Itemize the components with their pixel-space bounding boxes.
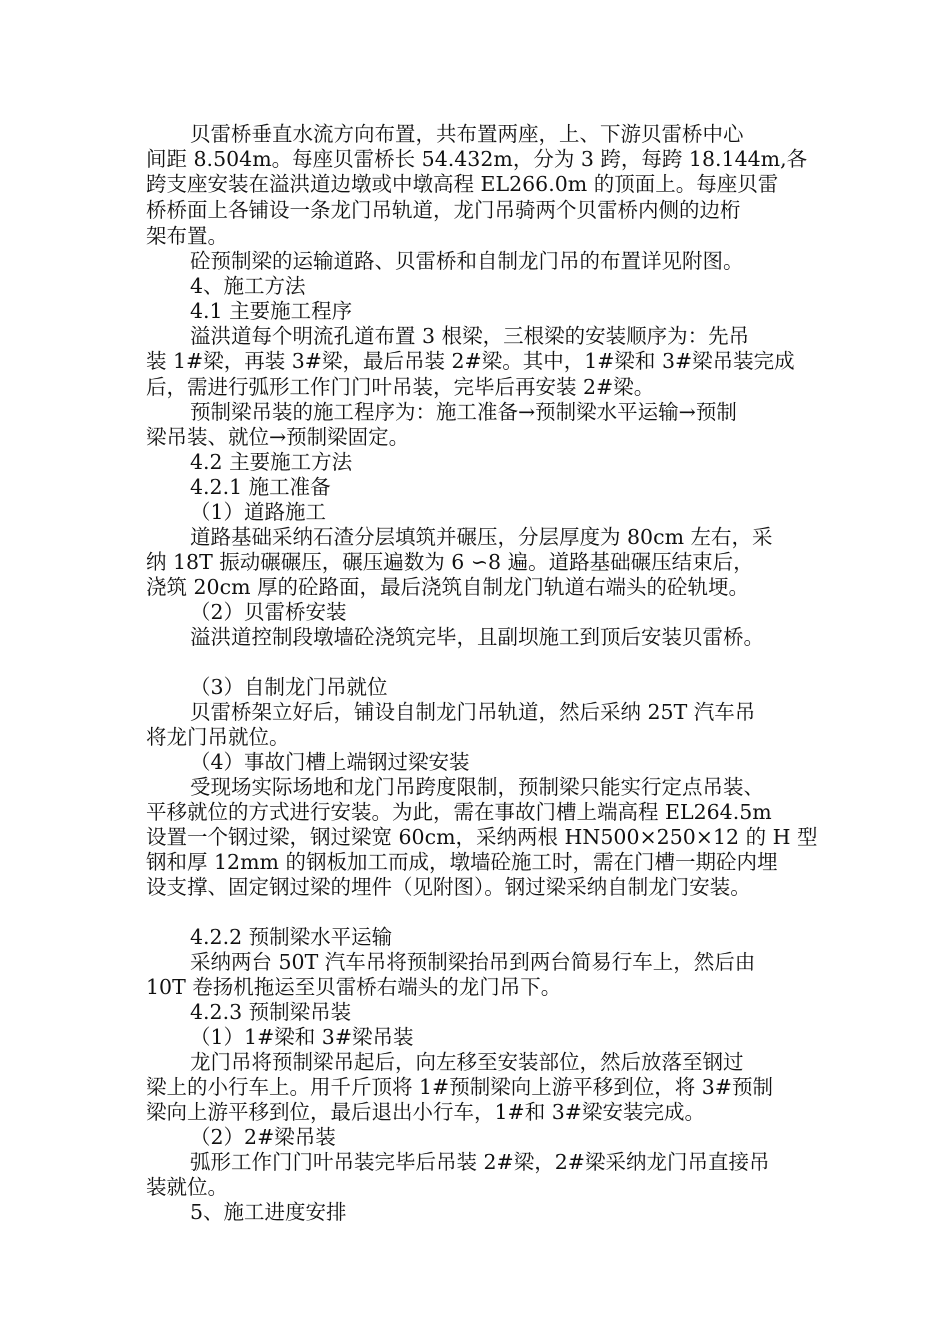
subsection-heading: （3）自制龙门吊就位 [190,675,388,699]
text-line: 浇筑 20cm 厚的砼路面，最后浇筑自制龙门轨道右端头的砼轨埂。 [146,575,750,599]
text-line: 溢洪道控制段墩墙砼浇筑完毕，且副坝施工到顶后安装贝雷桥。 [190,625,764,649]
subsection-heading: （1）道路施工 [190,500,327,524]
text-line: 采纳两台 50T 汽车吊将预制梁抬吊到两台简易行车上，然后由 [190,950,756,974]
text-line: 溢洪道每个明流孔道布置 3 根梁，三根梁的安装顺序为：先吊 [190,324,750,348]
text-line: 架布置。 [146,224,228,248]
section-heading: 5、施工进度安排 [190,1200,347,1224]
text-line: 桥桥面上各铺设一条龙门吊轨道，龙门吊骑两个贝雷桥内侧的边桁 [146,198,741,222]
text-line: 受现场实际场地和龙门吊跨度限制，预制梁只能实行定点吊装、 [190,775,764,799]
section-heading: 4.2.3 预制梁吊装 [190,1000,352,1024]
text-line: 跨支座安装在溢洪道边墩或中墩高程 EL266.0m 的顶面上。每座贝雷 [146,172,779,196]
text-line: 弧形工作门门叶吊装完毕后吊装 2#梁，2#梁采纳龙门吊直接吊 [190,1150,770,1174]
text-line: 后，需进行弧形工作门门叶吊装，完毕后再安装 2#梁。 [146,375,655,399]
subsection-heading: （4）事故门槽上端钢过梁安装 [190,750,470,774]
text-line: 贝雷桥垂直水流方向布置，共布置两座，上、下游贝雷桥中心 [190,122,744,146]
section-heading: 4.2 主要施工方法 [190,450,353,474]
section-heading: 4、施工方法 [190,274,306,298]
text-line: 贝雷桥架立好后，铺设自制龙门吊轨道，然后采纳 25T 汽车吊 [190,700,756,724]
text-line: 梁向上游平移到位，最后退出小行车，1#和 3#梁安装完成。 [146,1100,705,1124]
text-line: 纳 18T 振动碾碾压，碾压遍数为 6 ∽8 遍。道路基础碾压结束后， [146,550,754,574]
text-line: 梁吊装、就位→预制梁固定。 [146,425,410,449]
text-line: 道路基础采纳石渣分层填筑并碾压，分层厚度为 80cm 左右，采 [190,525,773,549]
text-line: 砼预制梁的运输道路、贝雷桥和自制龙门吊的布置详见附图。 [190,249,744,273]
text-line: 装 1#梁，再装 3#梁，最后吊装 2#梁。其中，1#梁和 3#梁吊装完成 [146,349,795,373]
text-line: 10T 卷扬机拖运至贝雷桥右端头的龙门吊下。 [146,975,562,999]
text-line: 设置一个钢过梁，钢过梁宽 60cm，采纳两根 HN500×250×12 的 H 型 [146,825,818,849]
subsection-heading: （2）2#梁吊装 [190,1125,336,1149]
text-line: 将龙门吊就位。 [146,725,290,749]
section-heading: 4.2.2 预制梁水平运输 [190,925,393,949]
text-line: 预制梁吊装的施工程序为：施工准备→预制梁水平运输→预制 [190,400,737,424]
text-line: 设支撑、固定钢过梁的埋件（见附图）。钢过梁采纳自制龙门安装。 [146,875,751,899]
text-line: 钢和厚 12mm 的钢板加工而成，墩墙砼施工时，需在门槽一期砼内埋 [146,850,778,874]
text-line: 装就位。 [146,1175,228,1199]
subsection-heading: （2）贝雷桥安装 [190,600,347,624]
text-line: 龙门吊将预制梁吊起后，向左移至安装部位，然后放落至钢过 [190,1050,744,1074]
subsection-heading: （1）1#梁和 3#梁吊装 [190,1025,414,1049]
section-heading: 4.1 主要施工程序 [190,299,353,323]
section-heading: 4.2.1 施工准备 [190,475,331,499]
text-line: 梁上的小行车上。用千斤顶将 1#预制梁向上游平移到位，将 3#预制 [146,1075,773,1099]
text-line: 间距 8.504m。每座贝雷桥长 54.432m，分为 3 跨，每跨 18.144m,各 [146,147,808,171]
text-line: 平移就位的方式进行安装。为此，需在事故门槽上端高程 EL264.5m [146,800,772,824]
